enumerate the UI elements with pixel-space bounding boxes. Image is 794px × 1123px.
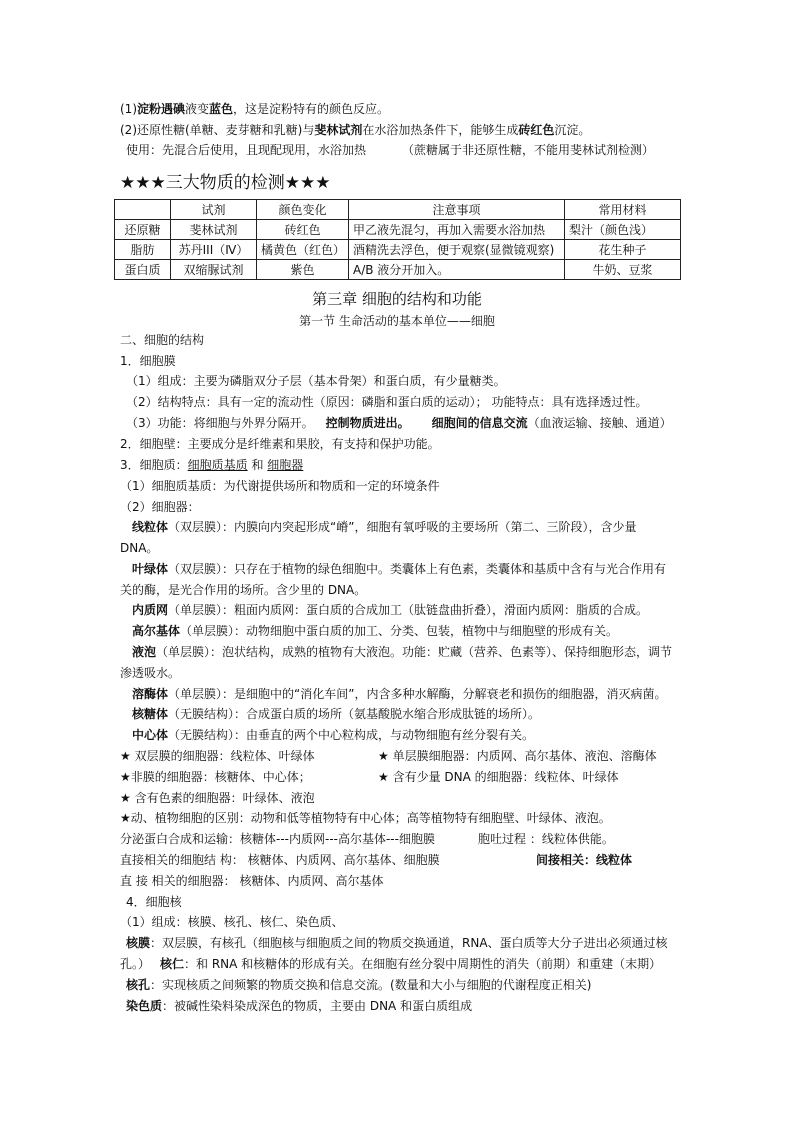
- text: （双层膜）：只存在于植物的绿色细胞中。类囊体上有色素，类囊体和基质中含有与光合作用有: [168, 562, 667, 576]
- text-bold: 叶绿体: [132, 562, 169, 576]
- body-line: ★ 双层膜的细胞器：线粒体、叶绿体: [120, 749, 315, 763]
- table-cell: 苏丹III（Ⅳ）: [171, 240, 257, 260]
- chapter-title: 第三章 细胞的结构和功能: [312, 290, 482, 308]
- text: 液变: [185, 102, 210, 116]
- table-cell: 梨汁（颜色浅）: [565, 220, 681, 240]
- text: （单层膜）：粗面内质网：蛋白质的合成加工（肽链盘曲折叠），滑面内质网：脂质的合成。: [168, 603, 649, 617]
- table-cell: 双缩脲试剂: [171, 260, 257, 280]
- table-cell: 蛋白质: [115, 260, 171, 280]
- table-cell: 砖红色: [257, 220, 349, 240]
- text-bold: 核仁: [160, 957, 185, 971]
- body-line: （2）细胞器：: [120, 500, 200, 514]
- body-line: ★ 含有少量 DNA 的细胞器：线粒体、叶绿体: [378, 770, 619, 784]
- table-cell: 脂肪: [115, 240, 171, 260]
- table-cell: 紫色: [257, 260, 349, 280]
- text: （单层膜）：动物细胞中蛋白质的加工、分类、包装，植物中与细胞壁的形成有关。: [180, 624, 619, 638]
- body-line: [132, 623, 618, 639]
- section-heading: 第一节 生命活动的基本单位——细胞: [299, 314, 495, 328]
- table-header: 注意事项: [349, 200, 565, 220]
- body-line: （1）细胞质基质：为代谢提供场所和物质和一定的环境条件: [120, 479, 440, 493]
- body-line: [132, 644, 672, 660]
- body-line: 4．细胞核: [126, 895, 182, 909]
- body-line: [126, 998, 472, 1014]
- table-cell: 橘黄色（红色）: [257, 240, 349, 260]
- table-cell: 花生种子: [565, 240, 681, 260]
- text-bold: 溶酶体: [132, 687, 169, 701]
- text: （蔗糖属于非还原性糖，不能用斐林试剂检测）: [402, 143, 655, 157]
- body-line: 2．细胞壁：主要成分是纤维素和果胶，有支持和保护功能。: [120, 437, 440, 451]
- body-line: 胞吐过程 ：线粒体供能。: [478, 832, 614, 846]
- text: （血液运输、接触、通道）: [527, 416, 672, 430]
- text-bold: 线粒体: [132, 520, 169, 534]
- body-line: ★非膜的细胞器：核糖体、中心体；: [120, 770, 311, 784]
- table-cell: A/B 液分开加入。: [349, 260, 565, 280]
- section-title: ★★★三大物质的检测★★★: [120, 173, 331, 193]
- text: 3．细胞质：: [120, 458, 188, 472]
- body-line: [132, 727, 534, 743]
- body-line: [132, 519, 636, 535]
- usage-line: [126, 142, 654, 158]
- text: 沉淀。: [554, 123, 591, 137]
- text: 和: [247, 458, 268, 472]
- text-bold: 高尔基体: [132, 624, 181, 638]
- text-bold: 核膜: [126, 936, 151, 950]
- body-line: 直 接 相关的细胞器： 核糖体、内质网、高尔基体: [120, 874, 384, 888]
- body-line: 二、细胞的结构: [120, 333, 205, 347]
- text: ，这是淀粉特有的颜色反应。: [233, 102, 390, 116]
- body-line: [126, 977, 591, 993]
- text-underline: 细胞器: [267, 458, 304, 472]
- detection-table: [114, 199, 681, 280]
- table-header: 颜色变化: [257, 200, 349, 220]
- text-bold: 砖红色: [518, 123, 555, 137]
- text-bold: 细胞间的信息交流: [431, 416, 528, 430]
- body-line: （1）组成：主要为磷脂双分子层（基本骨架）和蛋白质，有少量糖类。: [126, 374, 506, 388]
- body-line: [126, 935, 668, 951]
- body-line: 1．细胞膜: [120, 354, 176, 368]
- text: ：实现核质之间频繁的物质交换和信息交流。(数量和大小与细胞的代谢程度正相关): [150, 978, 592, 992]
- table-cell: 牛奶、豆浆: [565, 260, 681, 280]
- body-line: （2）结构特点：具有一定的流动性（原因：磷脂和蛋白质的运动）； 功能特点：具有选择透过性。: [126, 395, 648, 409]
- body-line: [120, 956, 661, 972]
- text: （无膜结构）：合成蛋白质的场所（氨基酸脱水缩合形成肽链的场所）。: [168, 707, 541, 721]
- body-line: [132, 602, 648, 618]
- text: ：和 RNA 和核糖体的形成有关。在细胞有丝分裂中周期性的消失（前期）和重建（末期）: [184, 957, 662, 971]
- text-bold: 染色质: [126, 999, 163, 1013]
- body-line: 关的酶，是光合作用的场所。含少里的 DNA。: [120, 583, 367, 597]
- text-bold: 核孔: [126, 978, 151, 992]
- text: （双层膜）：内膜向内突起形成“嵴”，细胞有氧呼吸的主要场所（第二、三阶段），含少量: [168, 520, 637, 534]
- table-header: [115, 200, 171, 220]
- text: 使用：先混合后使用，且现配现用，水浴加热: [126, 143, 367, 157]
- text-bold: 蓝色: [209, 102, 234, 116]
- table-cell: 酒精洗去浮色，便于观察(显微镜观察): [349, 240, 565, 260]
- body-line: ★ 含有色素的细胞器：叶绿体、液泡: [120, 791, 315, 805]
- table-row: [115, 260, 681, 280]
- table-header-row: [115, 200, 681, 220]
- body-line: ★动、植物细胞的区别：动物和低等植物特有中心体；高等植物特有细胞壁、叶绿体、液泡。: [120, 811, 611, 825]
- text: 孔。）: [120, 957, 151, 971]
- body-line: [132, 686, 666, 702]
- table-cell: 斐林试剂: [171, 220, 257, 240]
- body-line: 分泌蛋白合成和运输：核糖体---内质网---高尔基体---细胞膜: [120, 832, 435, 846]
- body-line: [120, 457, 303, 473]
- text: （无膜结构）：由垂直的两个中心粒构成，与动物细胞有丝分裂有关。: [168, 728, 535, 742]
- body-line: 渗透吸水。: [120, 666, 181, 680]
- starch-test-line: [120, 101, 389, 117]
- body-line: ★ 单层膜细胞器：内质网、高尔基体、液泡、溶酶体: [378, 749, 657, 763]
- table-header: 试剂: [171, 200, 257, 220]
- text-bold: 斐林试剂: [314, 123, 363, 137]
- text-underline: 细胞质基质: [187, 458, 248, 472]
- text: (1): [120, 102, 137, 116]
- text-bold: 核糖体: [132, 707, 169, 721]
- text-bold: 中心体: [132, 728, 169, 742]
- text: （单层膜）：是细胞中的“消化车间”，内含多种水解酶，分解衰老和损伤的细胞器，消灭病菌。: [168, 687, 667, 701]
- text-bold: 淀粉遇碘: [137, 102, 186, 116]
- body-line: 直接相关的细胞结 构： 核糖体、内质网、高尔基体、细胞膜: [120, 853, 440, 867]
- body-line: 间接相关：线粒体: [536, 853, 633, 867]
- table-header: 常用材料: [565, 200, 681, 220]
- reducing-sugar-line: [120, 122, 590, 138]
- table-row: [115, 220, 681, 240]
- table-cell: 还原糖: [115, 220, 171, 240]
- body-line: [132, 561, 666, 577]
- text: ：被碱性染料染成深色的物质，主要由 DNA 和蛋白质组成: [162, 999, 473, 1013]
- table-row: [115, 240, 681, 260]
- text: ：双层膜，有核孔（细胞核与细胞质之间的物质交换通道，RNA、蛋白质等大分子进出必须通过核: [150, 936, 668, 950]
- body-line: [126, 415, 672, 431]
- table-cell: 甲乙液先混匀，再加入需要水浴加热: [349, 220, 565, 240]
- body-line: [132, 706, 540, 722]
- text: （单层膜）：泡状结构，成熟的植物有大液泡。功能：贮藏（营养、色素等）、保持细胞形态，调节: [156, 645, 673, 659]
- text-bold: 控制物质进出。: [325, 416, 410, 430]
- text-bold: 液泡: [132, 645, 157, 659]
- text: （3）功能：将细胞与外界分隔开。: [126, 416, 314, 430]
- text: (2)还原性糖(单糖、麦芽糖和乳糖)与: [120, 123, 315, 137]
- body-line: DNA。: [120, 541, 159, 555]
- text: 在水浴加热条件下，能够生成: [362, 123, 519, 137]
- body-line: （1）组成：核膜、核孔、核仁、染色质、: [120, 915, 344, 929]
- text-bold: 内质网: [132, 603, 169, 617]
